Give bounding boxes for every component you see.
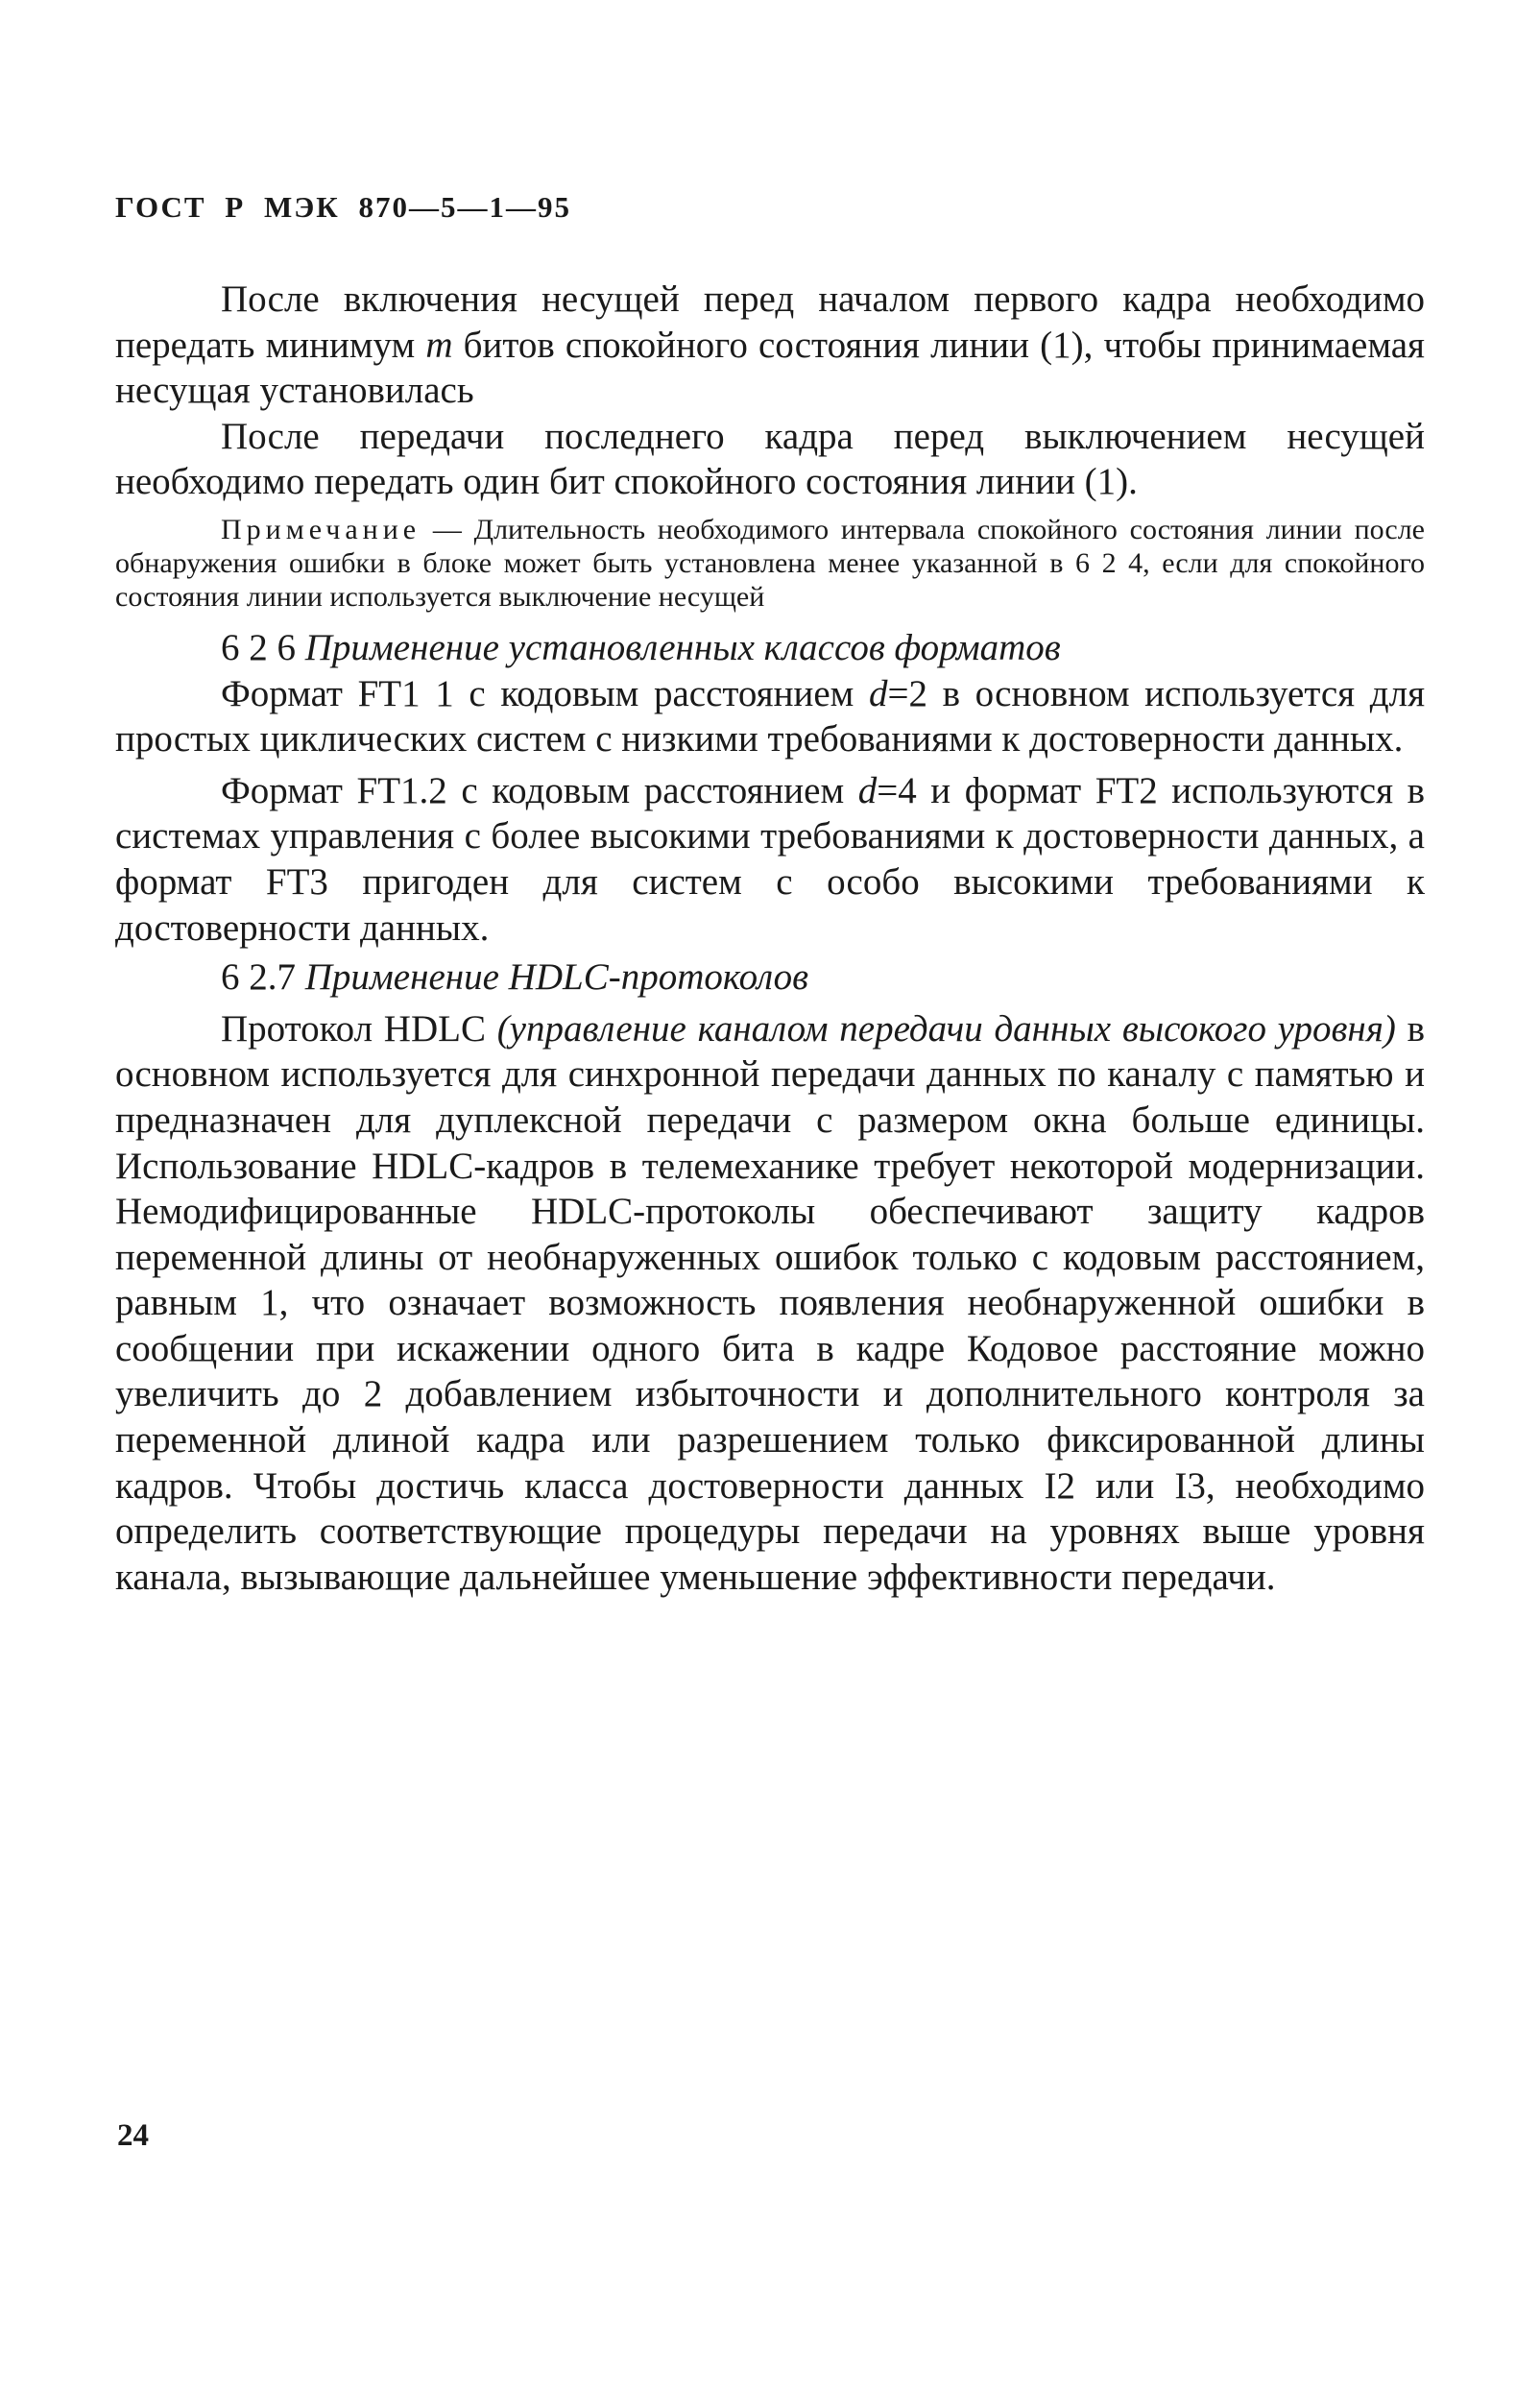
paragraph-carrier-on: После включения несущей перед началом первого кадра необходимо передать минимум m битов спокойного состояния линии (1), чтобы принимаемая несущая установилась: [115, 278, 1425, 412]
note-text: — Длительность необходимого интервала спокойного состояния линии после обнаружения ошибки в блоке может быть установлена менее указанной в 6 2 4, если для спокойного состояния линии используется выключение несущей: [115, 513, 1425, 613]
paragraph-hdlc: Протокол HDLC (управление каналом передачи данных высокого уровня) в основном используется для синхронной передачи данных по каналу с памятью и предназначен для дуплексной передачи с размером окна больше единицы. Использование HDLC-кадров в телемеханике требует некоторой модернизации. Немодифицированные HDLC-протоколы обеспечивают защиту кадров переменной длины от необнаруженных ошибок только с кодовым расстоянием, равным 1, что означает возможность появления необнаруженной ошибки в сообщении при искажении одного бита в кадре Кодовое расстояние можно увеличить до 2 добавлением избыточности и дополнительного контроля за переменной длиной кадра или разрешением только фиксированной длины кадров. Чтобы достичь класса достоверности данных I2 или I3, необходимо определить соответствующие процедуры передачи на уровнях выше уровня канала, вызывающие дальнейшее уменьшение эффективности передачи.: [115, 1007, 1426, 1598]
section-heading-627: 6 2.7 Применение HDLC-протоколов: [221, 956, 809, 999]
paragraph-ft12: Формат FT1.2 с кодовым расстоянием d=4 и формат FT2 используются в системах управления с более высокими требованиями к достоверности данных, а формат FT3 пригоден для систем с особо высокими требованиями к достоверности данных.: [115, 769, 1425, 949]
section-heading-626: 6 2 6 Применение установленных классов форматов: [221, 626, 1061, 668]
variable-m: m: [425, 324, 453, 366]
note-lead: Примечание: [221, 513, 421, 545]
standard-header: ГОСТ Р МЭК 870—5—1—95: [115, 190, 571, 224]
paragraph-ft11: Формат FT1 1 с кодовым расстоянием d=2 в основном используется для простых циклических систем с низкими требованиями к достоверности данных.: [115, 672, 1426, 761]
document-body: [115, 277, 1425, 1600]
paragraph-carrier-off: После передачи последнего кадра перед выключением несущей необходимо передать один бит спокойного состояния линии (1).: [115, 415, 1425, 503]
page-number: 24: [117, 2118, 149, 2153]
note: [115, 513, 1425, 614]
